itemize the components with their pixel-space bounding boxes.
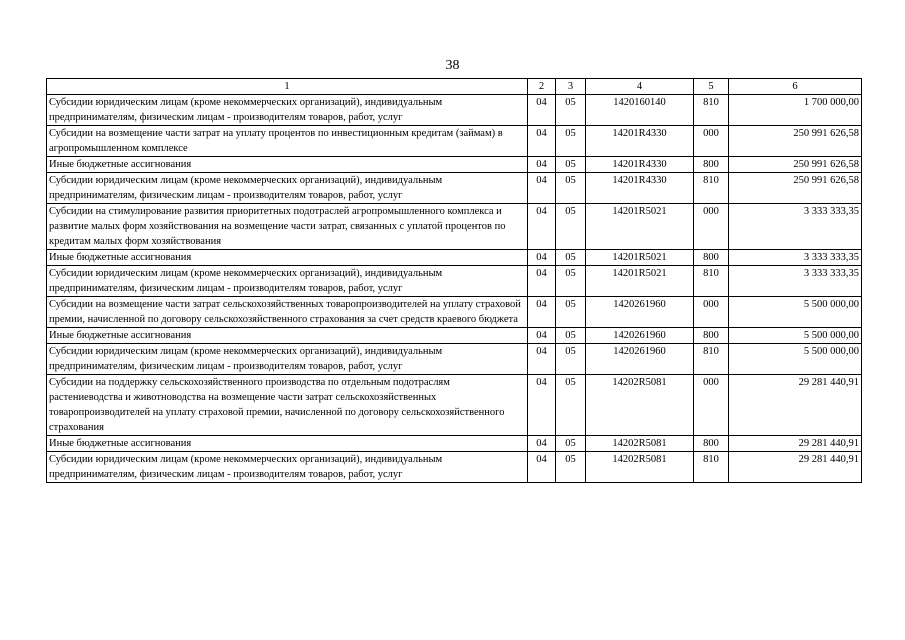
row-amount: 29 281 440,91 (729, 436, 862, 452)
budget-table (46, 78, 862, 483)
row-name: Субсидии на поддержку сельскохозяйственного производства по отдельным подотраслям растениеводства и животноводства на возмещение части затрат сельскохозяйственных товаропроизводителей на уплату страховой премии, начисленной по договору сельскохозяйственного страхования (47, 375, 528, 436)
table-row (47, 436, 862, 452)
row-target-code: 14201R4330 (586, 157, 694, 173)
row-section: 04 (528, 452, 556, 483)
row-name: Субсидии на возмещение части затрат на уплату процентов по инвестиционным кредитам (займам) в агропромышленном комплексе (47, 126, 528, 157)
row-target-code: 14202R5081 (586, 452, 694, 483)
row-section: 04 (528, 126, 556, 157)
row-subsection: 05 (556, 266, 586, 297)
row-subsection: 05 (556, 297, 586, 328)
column-header: 2 (528, 79, 556, 95)
row-target-code: 14201R4330 (586, 126, 694, 157)
row-subsection: 05 (556, 375, 586, 436)
table-row (47, 328, 862, 344)
row-section: 04 (528, 328, 556, 344)
row-target-code: 14201R5021 (586, 204, 694, 250)
row-name: Иные бюджетные ассигнования (47, 250, 528, 266)
row-subsection: 05 (556, 250, 586, 266)
row-expense-type: 800 (694, 436, 729, 452)
row-target-code: 14201R5021 (586, 250, 694, 266)
row-expense-type: 810 (694, 452, 729, 483)
row-target-code: 14201R5021 (586, 266, 694, 297)
table-row (47, 344, 862, 375)
row-section: 04 (528, 250, 556, 266)
row-expense-type: 800 (694, 328, 729, 344)
row-expense-type: 810 (694, 266, 729, 297)
row-subsection: 05 (556, 126, 586, 157)
row-subsection: 05 (556, 344, 586, 375)
row-section: 04 (528, 204, 556, 250)
row-expense-type: 800 (694, 157, 729, 173)
table-row (47, 297, 862, 328)
header-row (47, 79, 862, 95)
table-row (47, 375, 862, 436)
row-subsection: 05 (556, 157, 586, 173)
row-section: 04 (528, 375, 556, 436)
row-target-code: 14201R4330 (586, 173, 694, 204)
row-name: Иные бюджетные ассигнования (47, 328, 528, 344)
row-amount: 3 333 333,35 (729, 266, 862, 297)
column-header: 1 (47, 79, 528, 95)
row-section: 04 (528, 344, 556, 375)
row-subsection: 05 (556, 452, 586, 483)
table-row (47, 250, 862, 266)
row-amount: 3 333 333,35 (729, 250, 862, 266)
table-row (47, 126, 862, 157)
row-name: Иные бюджетные ассигнования (47, 436, 528, 452)
row-section: 04 (528, 436, 556, 452)
row-expense-type: 000 (694, 204, 729, 250)
table-row (47, 204, 862, 250)
row-name: Субсидии на стимулирование развития приоритетных подотраслей агропромышленного комплекса и развитие малых форм хозяйствования на возмещение части затрат, связанных с уплатой процентов по кредитам малых форм хозяйствования (47, 204, 528, 250)
table-row (47, 157, 862, 173)
row-section: 04 (528, 95, 556, 126)
row-expense-type: 000 (694, 126, 729, 157)
table-row (47, 173, 862, 204)
column-header: 4 (586, 79, 694, 95)
row-target-code: 14202R5081 (586, 436, 694, 452)
row-section: 04 (528, 173, 556, 204)
row-amount: 29 281 440,91 (729, 375, 862, 436)
row-expense-type: 810 (694, 173, 729, 204)
row-subsection: 05 (556, 173, 586, 204)
row-name: Субсидии юридическим лицам (кроме некоммерческих организаций), индивидуальным предпринимателям, физическим лицам - производителям товаров, работ, услуг (47, 452, 528, 483)
row-subsection: 05 (556, 328, 586, 344)
row-expense-type: 800 (694, 250, 729, 266)
row-subsection: 05 (556, 436, 586, 452)
table-row (47, 266, 862, 297)
row-amount: 5 500 000,00 (729, 297, 862, 328)
row-expense-type: 000 (694, 297, 729, 328)
row-section: 04 (528, 157, 556, 173)
table-row (47, 452, 862, 483)
row-name: Субсидии юридическим лицам (кроме некоммерческих организаций), индивидуальным предпринимателям, физическим лицам - производителям товаров, работ, услуг (47, 344, 528, 375)
row-expense-type: 810 (694, 344, 729, 375)
row-amount: 250 991 626,58 (729, 173, 862, 204)
row-name: Субсидии юридическим лицам (кроме некоммерческих организаций), индивидуальным предпринимателям, физическим лицам - производителям товаров, работ, услуг (47, 266, 528, 297)
column-header: 3 (556, 79, 586, 95)
row-target-code: 1420261960 (586, 344, 694, 375)
row-section: 04 (528, 297, 556, 328)
row-target-code: 14202R5081 (586, 375, 694, 436)
row-amount: 250 991 626,58 (729, 126, 862, 157)
row-amount: 250 991 626,58 (729, 157, 862, 173)
row-subsection: 05 (556, 204, 586, 250)
row-expense-type: 810 (694, 95, 729, 126)
table-row (47, 95, 862, 126)
row-amount: 5 500 000,00 (729, 328, 862, 344)
row-target-code: 1420261960 (586, 328, 694, 344)
row-subsection: 05 (556, 95, 586, 126)
row-amount: 29 281 440,91 (729, 452, 862, 483)
row-name: Субсидии юридическим лицам (кроме некоммерческих организаций), индивидуальным предпринимателям, физическим лицам - производителям товаров, работ, услуг (47, 173, 528, 204)
column-header: 6 (729, 79, 862, 95)
row-name: Иные бюджетные ассигнования (47, 157, 528, 173)
row-name: Субсидии на возмещение части затрат сельскохозяйственных товаропроизводителей на уплату страховой премии, начисленной по договору сельскохозяйственного страхования за счет средств краевого бюджета (47, 297, 528, 328)
row-name: Субсидии юридическим лицам (кроме некоммерческих организаций), индивидуальным предпринимателям, физическим лицам - производителям товаров, работ, услуг (47, 95, 528, 126)
row-amount: 3 333 333,35 (729, 204, 862, 250)
row-target-code: 1420160140 (586, 95, 694, 126)
column-header: 5 (694, 79, 729, 95)
row-amount: 1 700 000,00 (729, 95, 862, 126)
row-expense-type: 000 (694, 375, 729, 436)
row-target-code: 1420261960 (586, 297, 694, 328)
page-number: 38 (445, 58, 460, 73)
row-amount: 5 500 000,00 (729, 344, 862, 375)
row-section: 04 (528, 266, 556, 297)
